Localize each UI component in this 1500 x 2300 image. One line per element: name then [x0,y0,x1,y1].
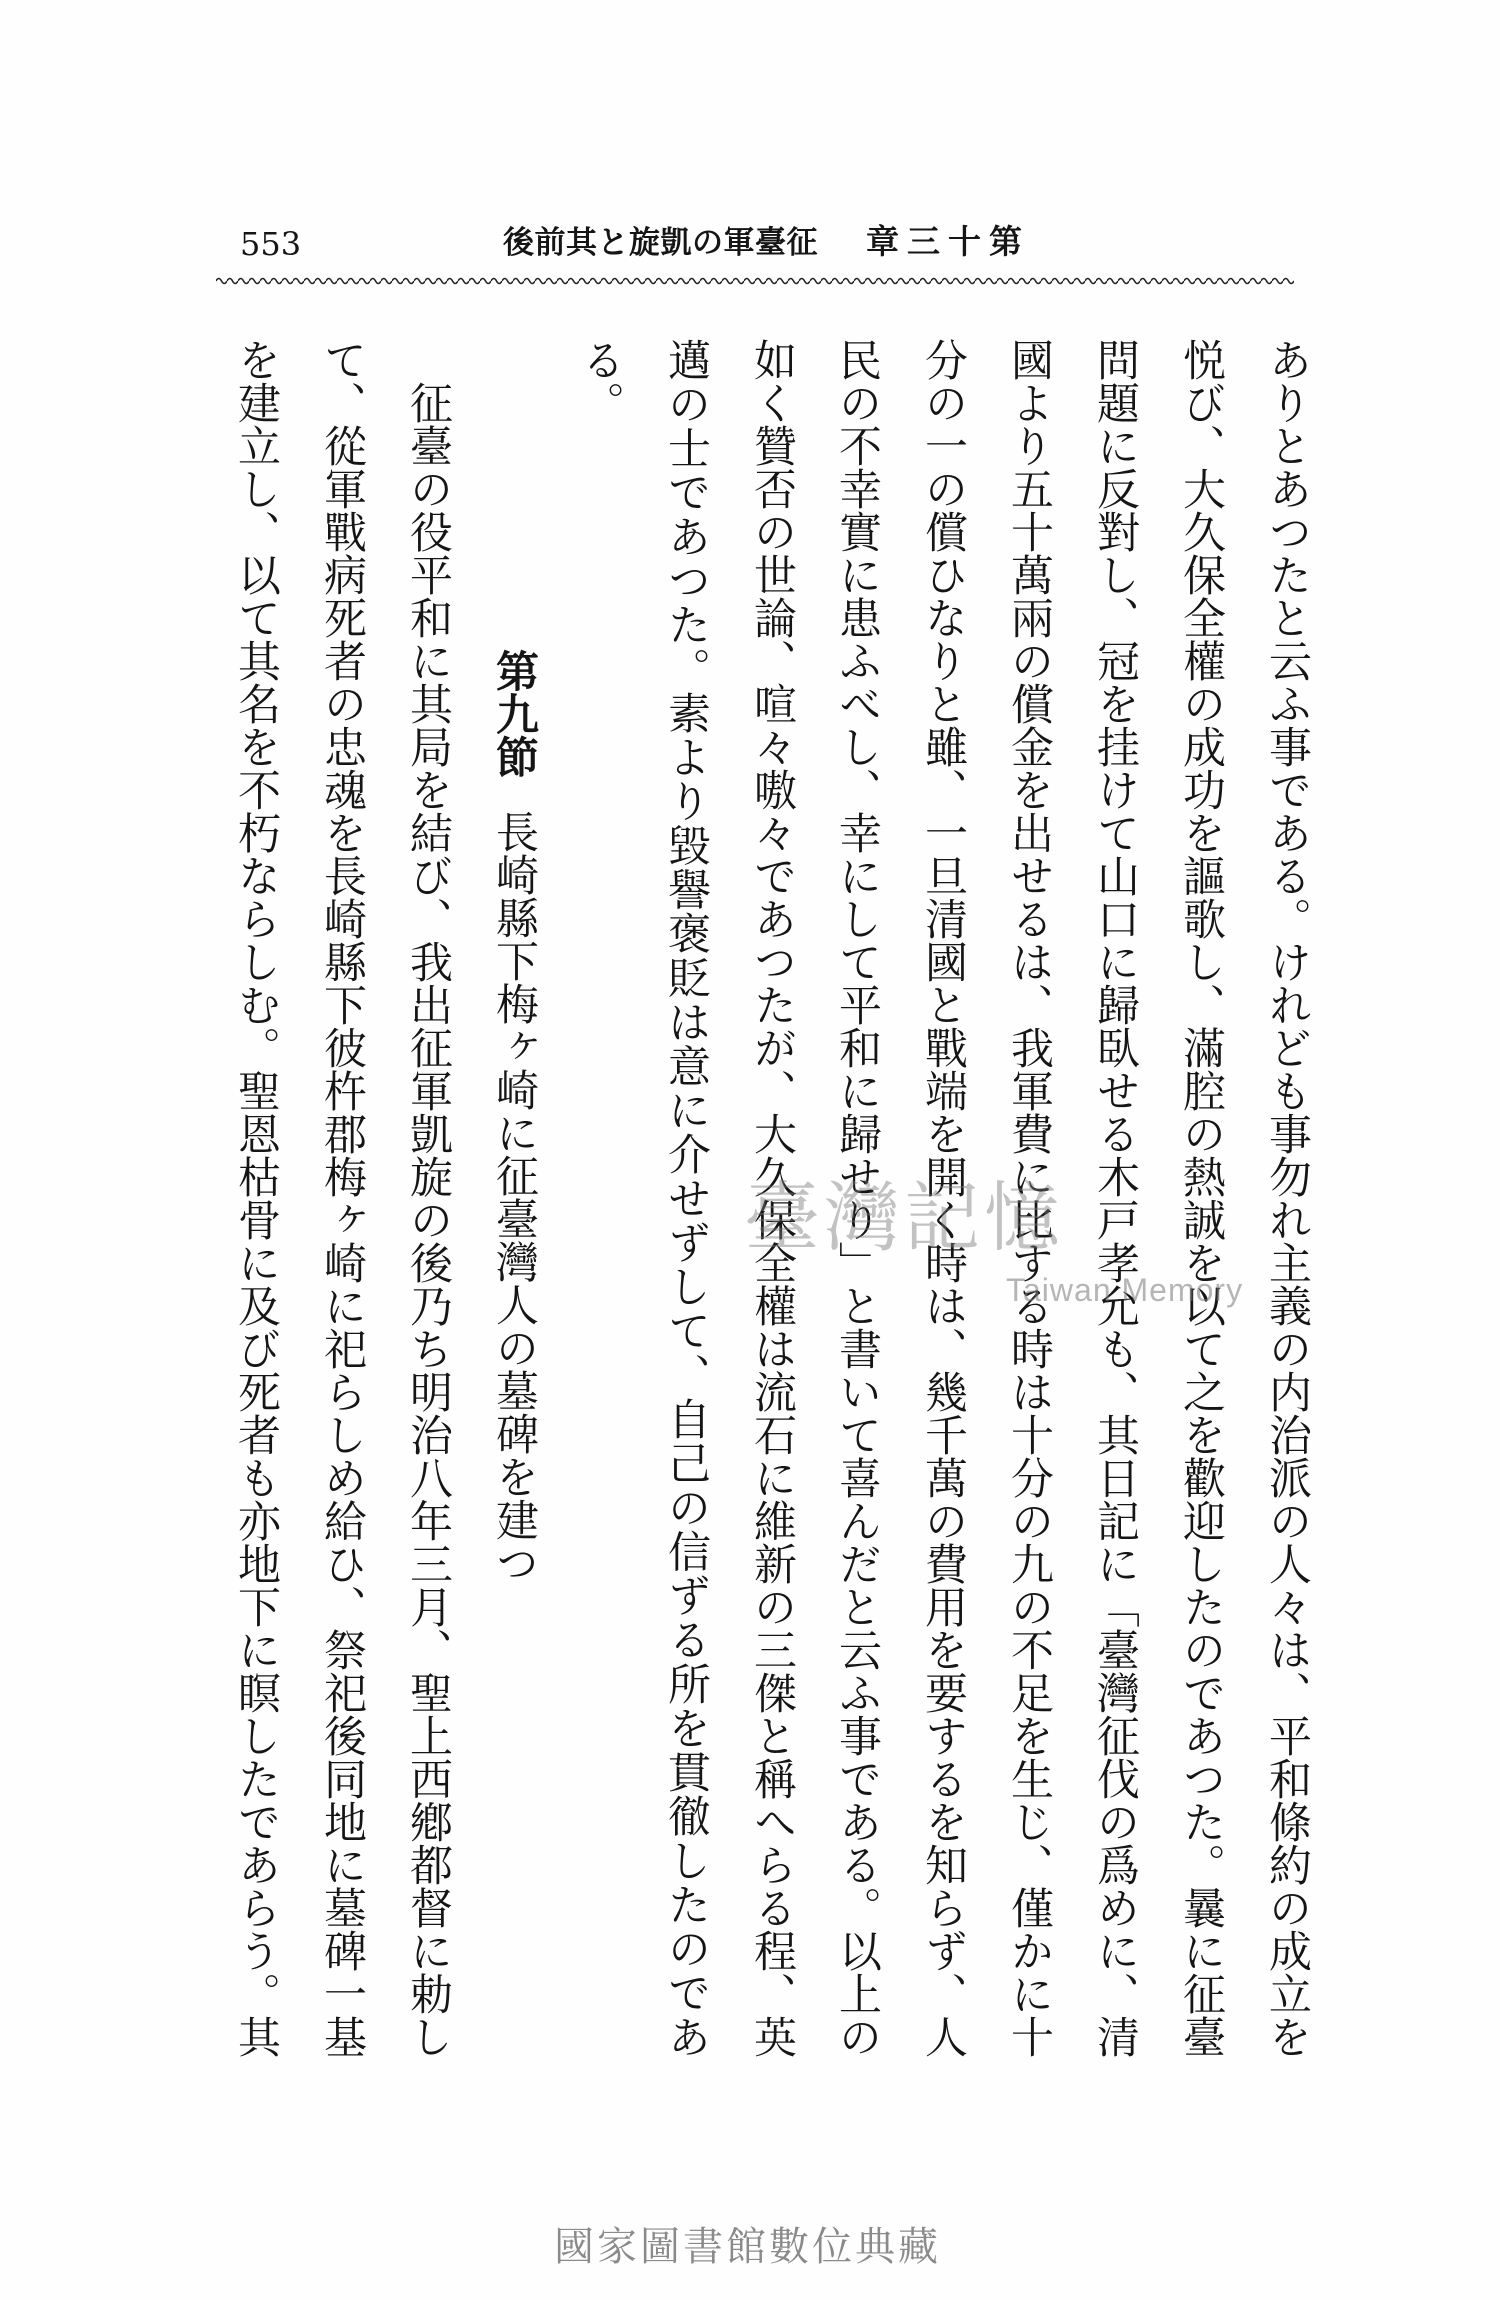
page-number: 553 [240,225,302,263]
section-number: 第九節 [489,649,539,778]
text-column: る。 [575,338,625,424]
text-column: 邁の士であつた。素より毀譽褒貶は意に介せずして、自己の信ずる所を貫徹したのであ [661,338,711,2059]
text-column: 如く贊否の世論、喧々嗷々であつたが、大久保全權は流石に維新の三傑と稱へらる程、英 [747,338,797,2058]
header-wavy-rule [216,274,1294,288]
wavy-line [216,274,1294,288]
text-column: 分の一の償ひなりと雖、一旦清國と戰端を開く時は、幾千萬の費用を要するを知らず、人 [918,338,968,2058]
text-column: を建立し、以て其名を不朽ならしむ。聖恩枯骨に及び死者も亦地下に瞑したであらう。其 [231,338,281,2058]
text-column: 悦び、大久保全權の成功を謳歌し、滿腔の熱誠を以て之を歡迎したのであつた。曩に征臺 [1176,338,1226,2058]
text-column: 問題に反對し、冠を挂けて山口に歸臥せる木戸孝允も、其日記に「臺灣征伐の爲めに、清 [1090,338,1140,2058]
watermark-logo-text: 臺灣記憶 [744,1173,1064,1262]
text-column: て、從軍戰病死者の忠魂を長崎縣下彼杵郡梅ヶ崎に祀らしめ給ひ、祭祀後同地に墓碑一基 [317,338,367,2058]
text-column: ありとあつたと云ふ事である。けれども事勿れ主義の内治派の人々は、平和條約の成立を [1262,338,1312,2058]
text-column: 民の不幸實に患ふべし、幸にして平和に歸せり」と書いて喜んだと云ふ事である。以上の [832,338,882,2058]
collection-footer: 國家圖書館數位典藏 [554,2224,941,2270]
text-column: 征臺の役平和に其局を結び、我出征軍凱旋の後乃ち明治八年三月、聖上西鄕都督に勅し [403,381,453,2058]
section-title: 長崎縣下梅ヶ崎に征臺灣人の墓碑を建つ [489,810,539,1584]
running-head-chapter: 第十三章 [866,222,1030,261]
watermark-logo-subtitle: Taiwan Memory [1006,1272,1244,1308]
running-head-title: 征臺軍の凱旋と其前後 [503,225,818,261]
text-column: 國より五十萬兩の償金を出せるは、我軍費に比する時は十分の九の不足を生じ、僅かに十 [1004,338,1054,2058]
